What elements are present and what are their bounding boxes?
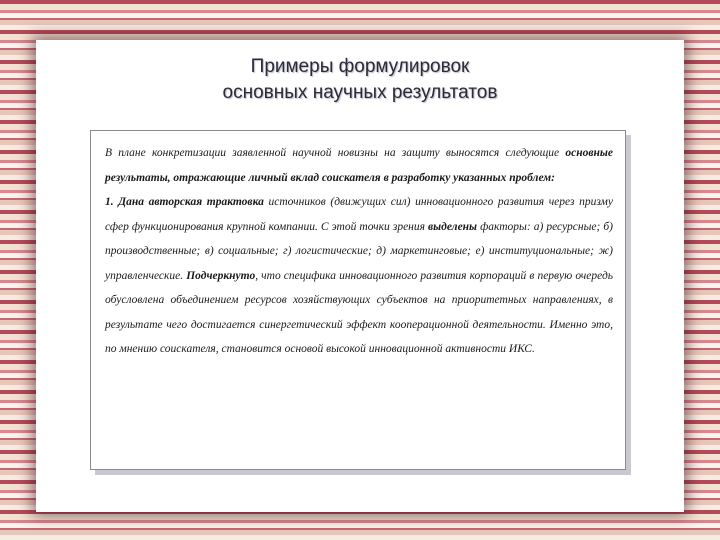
item1-text-2: факторы: а) ресурсные; б) производственные; в) социальные; г) логистические; д) маркетинговые; е) институциональные; ж) управленческие. <box>105 220 613 282</box>
content-box <box>90 130 626 470</box>
title-line-2: основных научных результатов <box>222 82 498 103</box>
item1-text-3: , что специфика инновационного развития корпораций в первую очередь обусловлена объединением ресурсов хозяйствующих субъектов на приоритетных направлениях, в результате чего достигается синергетический эффект кооперационной деятельности. Именно это, по мнению соискателя, становится основой высокой инновационной активности ИКС. <box>105 269 614 355</box>
result-item-1 <box>105 190 613 362</box>
item1-text-1: источников (движущих сил) инновационного развития через призму сфер функционирования крупной компании. С этой точки зрения <box>105 196 613 233</box>
slide <box>36 40 684 512</box>
intro-paragraph <box>105 141 613 190</box>
item1-bold-lead: 1. Дана авторская трактовка <box>105 196 264 208</box>
item1-bold-mid: выделены <box>428 220 478 233</box>
intro-bold-text: основные результаты, отражающие личный вклад соискателя в разработку указанных проблем: <box>105 147 613 184</box>
title-line-1: Примеры формулировок <box>250 56 470 77</box>
intro-text: В плане конкретизации заявленной научной новизны на защиту выносятся следующие <box>105 147 566 159</box>
item1-bold-end: Подчеркнуто <box>186 269 256 282</box>
slide-title <box>36 54 684 106</box>
